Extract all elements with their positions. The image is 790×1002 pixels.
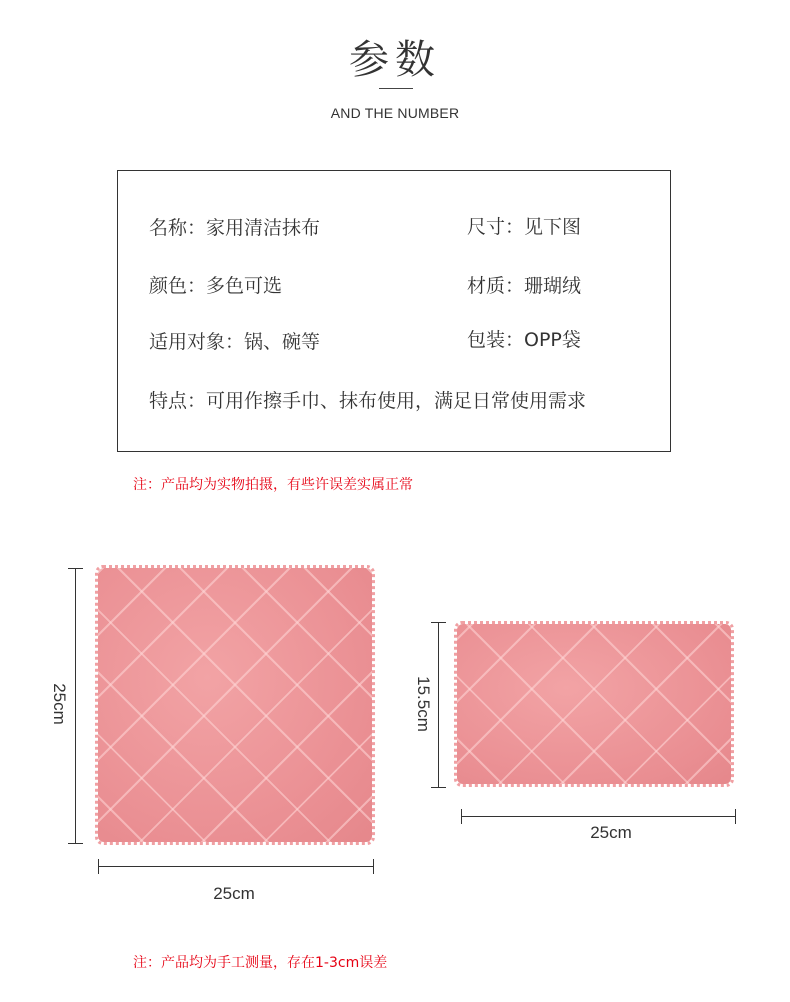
square-height-label: 25cm [50, 683, 69, 725]
square-width-label: 25cm [213, 884, 255, 903]
spec-size: 尺寸：见下图 [467, 216, 582, 238]
note-photo: 注：产品均为实物拍摄，有些许误差实属正常 [133, 477, 413, 493]
rect-height-tick-bottom [431, 787, 446, 788]
rect-height-line [438, 622, 439, 788]
square-height-line [75, 568, 76, 844]
spec-usage: 适用对象：锅、碗等 [149, 331, 321, 353]
spec-name: 名称：家用清洁抹布 [149, 217, 321, 239]
square-height-tick-bottom [68, 843, 83, 844]
page-subtitle: AND THE NUMBER [330, 105, 460, 121]
square-height-tick-top [68, 568, 83, 569]
rect-towel-image [457, 624, 731, 784]
rect-width-tick-right [735, 809, 736, 824]
square-towel-image [98, 568, 372, 842]
spec-color: 颜色：多色可选 [149, 275, 283, 297]
page-title: 参数 [349, 37, 441, 83]
rect-width-line [461, 816, 736, 817]
rect-width-label: 25cm [590, 823, 632, 842]
note-measure: 注：产品均为手工测量，存在1-3cm误差 [133, 955, 388, 971]
rect-width-tick-left [461, 809, 462, 824]
rect-height-tick-top [431, 622, 446, 623]
spec-material: 材质：珊瑚绒 [467, 275, 582, 297]
title-divider [379, 88, 413, 89]
rect-height-label: 15.5cm [414, 676, 433, 732]
square-width-tick-right [373, 859, 374, 874]
spec-feature: 特点：可用作擦手巾、抹布使用，满足日常使用需求 [149, 390, 587, 412]
spec-package: 包装：OPP袋 [467, 329, 581, 351]
square-width-line [98, 866, 374, 867]
square-width-tick-left [98, 859, 99, 874]
